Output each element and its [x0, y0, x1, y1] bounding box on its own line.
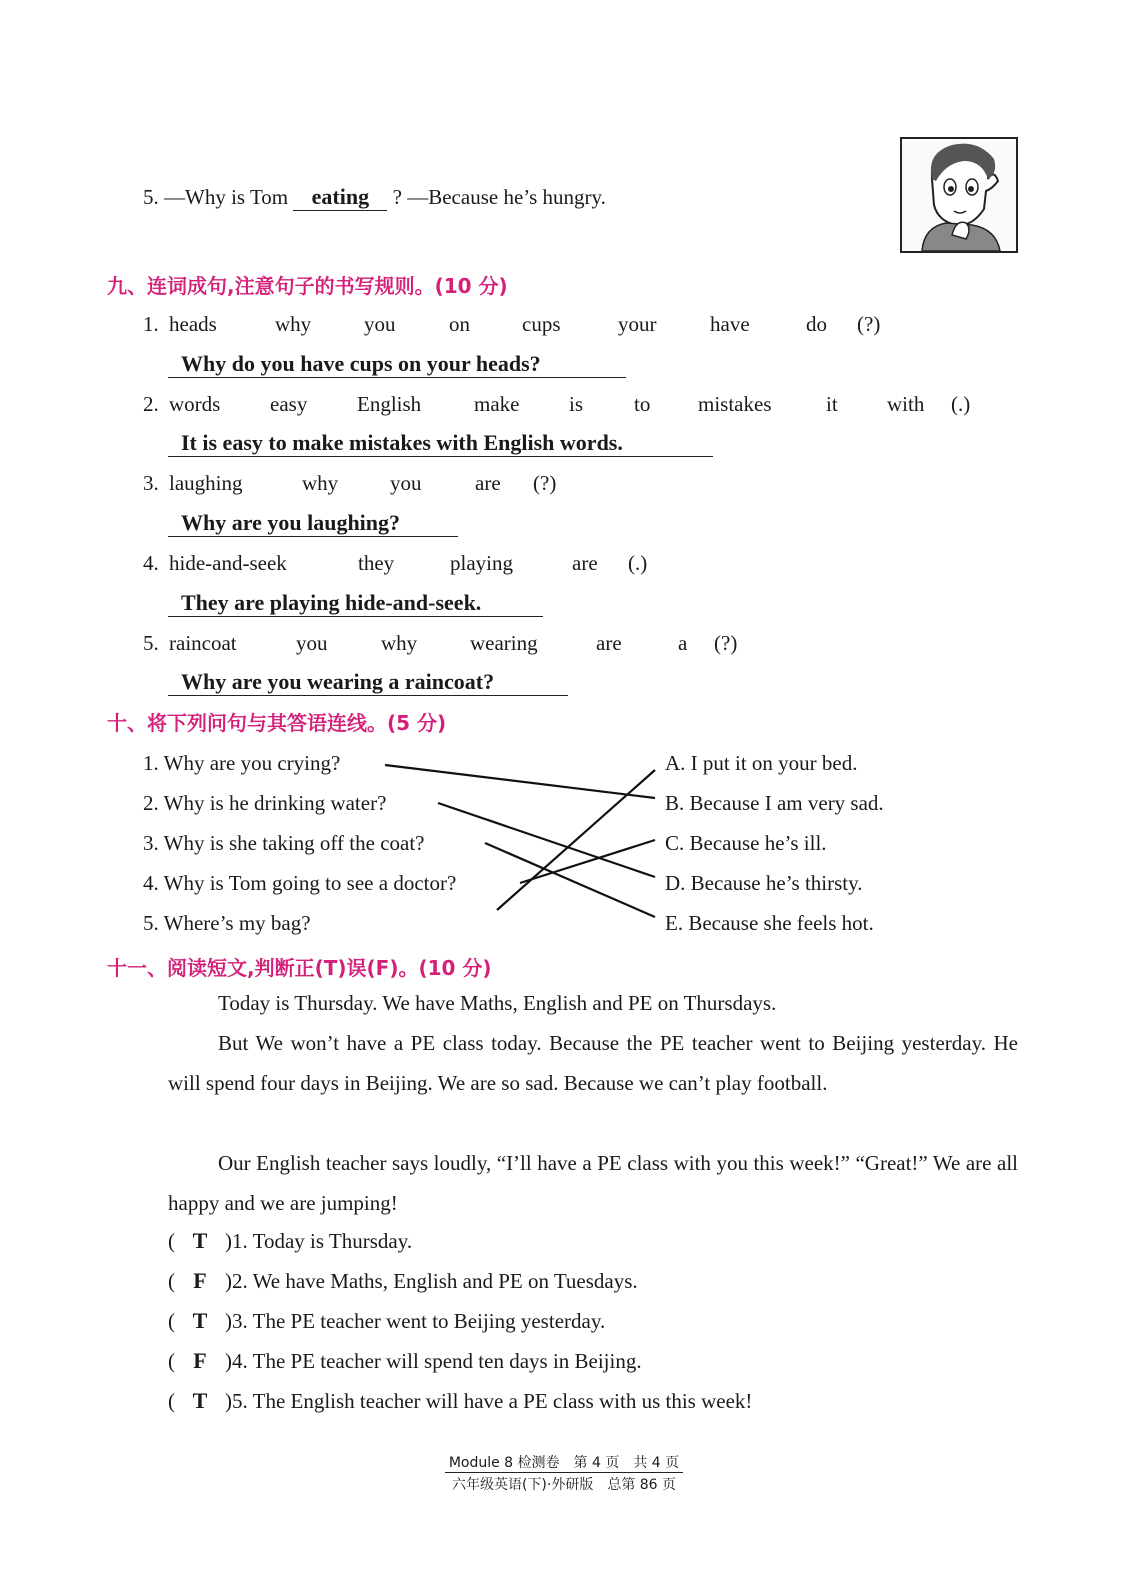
- scrambled-word: (.): [628, 551, 648, 575]
- scrambled-word: have: [710, 312, 750, 336]
- footer-module-page: Module 8 检测卷 第 4 页 共 4 页: [445, 1452, 683, 1473]
- bracket-open: (: [168, 1309, 175, 1333]
- section-9-title: 九、连词成句,注意句子的书写规则。(10 分): [107, 274, 508, 298]
- judgement-statement: )3. The PE teacher went to Beijing yesterday.: [225, 1309, 606, 1333]
- scrambled-word: (?): [533, 471, 557, 495]
- answer-line[interactable]: They are playing hide-and-seek.: [168, 589, 543, 617]
- scrambled-word: you: [296, 631, 328, 655]
- judgement-statement: )2. We have Maths, English and PE on Tuesdays.: [225, 1269, 638, 1293]
- match-line-1-B: [385, 765, 655, 798]
- scrambled-word: raincoat: [169, 631, 237, 655]
- scrambled-word: words: [169, 392, 221, 416]
- answer-line[interactable]: Why do you have cups on your heads?: [168, 350, 626, 378]
- answer-line[interactable]: It is easy to make mistakes with English words.: [168, 429, 713, 457]
- judgement-item: [168, 1268, 638, 1294]
- judgement-item: [168, 1348, 642, 1374]
- scrambled-word: you: [364, 312, 396, 336]
- judgement-statement: )4. The PE teacher will spend ten days in Beijing.: [225, 1349, 642, 1373]
- answer-C: C. Because he’s ill.: [665, 831, 827, 855]
- scrambled-word: make: [474, 392, 520, 416]
- scrambled-word: you: [390, 471, 422, 495]
- answer-blank[interactable]: eating: [293, 184, 387, 211]
- bracket-open: (: [168, 1349, 175, 1373]
- scrambled-word: hide-and-seek: [169, 551, 287, 575]
- scrambled-word: easy: [270, 392, 308, 416]
- question-text: —Why is Tom: [164, 185, 289, 209]
- scrambled-word: are: [572, 551, 598, 575]
- match-line-3-E: [485, 843, 655, 917]
- scrambled-word: they: [358, 551, 395, 575]
- item-number: 1.: [143, 312, 159, 336]
- scrambled-word: wearing: [470, 631, 538, 655]
- judgement-mark[interactable]: T: [192, 1308, 208, 1333]
- scrambled-word: it: [826, 392, 838, 416]
- answer-A: A. I put it on your bed.: [665, 751, 858, 775]
- judgement-mark[interactable]: T: [192, 1228, 208, 1253]
- answer-line[interactable]: Why are you wearing a raincoat?: [168, 668, 568, 696]
- question-1: 1. Why are you crying?: [143, 751, 341, 775]
- passage-paragraph-2: But We won’t have a PE class today. Because the PE teacher went to Beijing yesterday. He will spend four days in Beijing. We are so sad. Because we can’t play football.: [168, 1031, 1018, 1095]
- question-3: 3. Why is she taking off the coat?: [143, 831, 425, 855]
- scrambled-word: are: [596, 631, 622, 655]
- question-4: 4. Why is Tom going to see a doctor?: [143, 871, 457, 895]
- scrambled-word: on: [449, 312, 470, 336]
- section-11-title: 十一、阅读短文,判断正(T)误(F)。(10 分): [107, 956, 492, 980]
- scrambled-word: why: [275, 312, 312, 336]
- passage-paragraph-3: Our English teacher says loudly, “I’ll have a PE class with you this week!” “Great!” We are all happy and we are jumping!: [168, 1151, 1018, 1215]
- bracket-open: (: [168, 1229, 175, 1253]
- question-2: 2. Why is he drinking water?: [143, 791, 387, 815]
- scrambled-word: cups: [522, 312, 561, 336]
- scrambled-word: do: [806, 312, 827, 336]
- scrambled-word: to: [634, 392, 651, 416]
- judgement-item: [168, 1308, 605, 1334]
- item-number: 5.: [143, 185, 159, 209]
- bracket-open: (: [168, 1269, 175, 1293]
- judgement-statement: )5. The English teacher will have a PE class with us this week!: [225, 1389, 753, 1413]
- scrambled-word: is: [569, 392, 584, 416]
- scrambled-word: with: [887, 392, 925, 416]
- answer-line[interactable]: Why are you laughing?: [168, 509, 458, 537]
- judgement-statement: )1. Today is Thursday.: [225, 1229, 413, 1253]
- scrambled-word: a: [678, 631, 688, 655]
- item-number: 2.: [143, 392, 159, 416]
- judgement-item: [168, 1388, 752, 1414]
- match-line-4-C: [520, 840, 655, 883]
- question-text-tail: ? —Because he’s hungry.: [392, 185, 606, 209]
- answer-E: E. Because she feels hot.: [665, 911, 874, 935]
- item-number: 3.: [143, 471, 159, 495]
- judgement-mark[interactable]: T: [192, 1388, 208, 1413]
- scrambled-word: (?): [714, 631, 738, 655]
- footer-line-2: 六年级英语(下)·外研版 总第 86 页: [451, 1477, 677, 1493]
- judgement-mark[interactable]: F: [193, 1348, 207, 1373]
- scrambled-word: are: [475, 471, 501, 495]
- match-line-5-A: [497, 770, 655, 910]
- question-5: 5. Where’s my bag?: [143, 911, 311, 935]
- scrambled-word: English: [357, 392, 422, 416]
- scrambled-word: your: [618, 312, 657, 336]
- item-number: 4.: [143, 551, 159, 575]
- scrambled-word: playing: [450, 551, 513, 575]
- passage-paragraph-1: Today is Thursday. We have Maths, English and PE on Thursdays.: [218, 991, 777, 1015]
- footer-line-1: [0, 1452, 1128, 1473]
- scrambled-word: why: [302, 471, 339, 495]
- judgement-mark[interactable]: F: [193, 1268, 207, 1293]
- scrambled-word: why: [381, 631, 418, 655]
- scrambled-word: mistakes: [698, 392, 772, 416]
- scrambled-word: (?): [857, 312, 881, 336]
- answer-D: D. Because he’s thirsty.: [665, 871, 863, 895]
- judgement-item: [168, 1228, 412, 1254]
- item-number: 5.: [143, 631, 159, 655]
- scrambled-word: (.): [951, 392, 971, 416]
- scrambled-word: heads: [169, 312, 217, 336]
- scrambled-word: laughing: [169, 471, 243, 495]
- answer-B: B. Because I am very sad.: [665, 791, 884, 815]
- bracket-open: (: [168, 1389, 175, 1413]
- section-10-title: 十、将下列问句与其答语连线。(5 分): [107, 711, 447, 735]
